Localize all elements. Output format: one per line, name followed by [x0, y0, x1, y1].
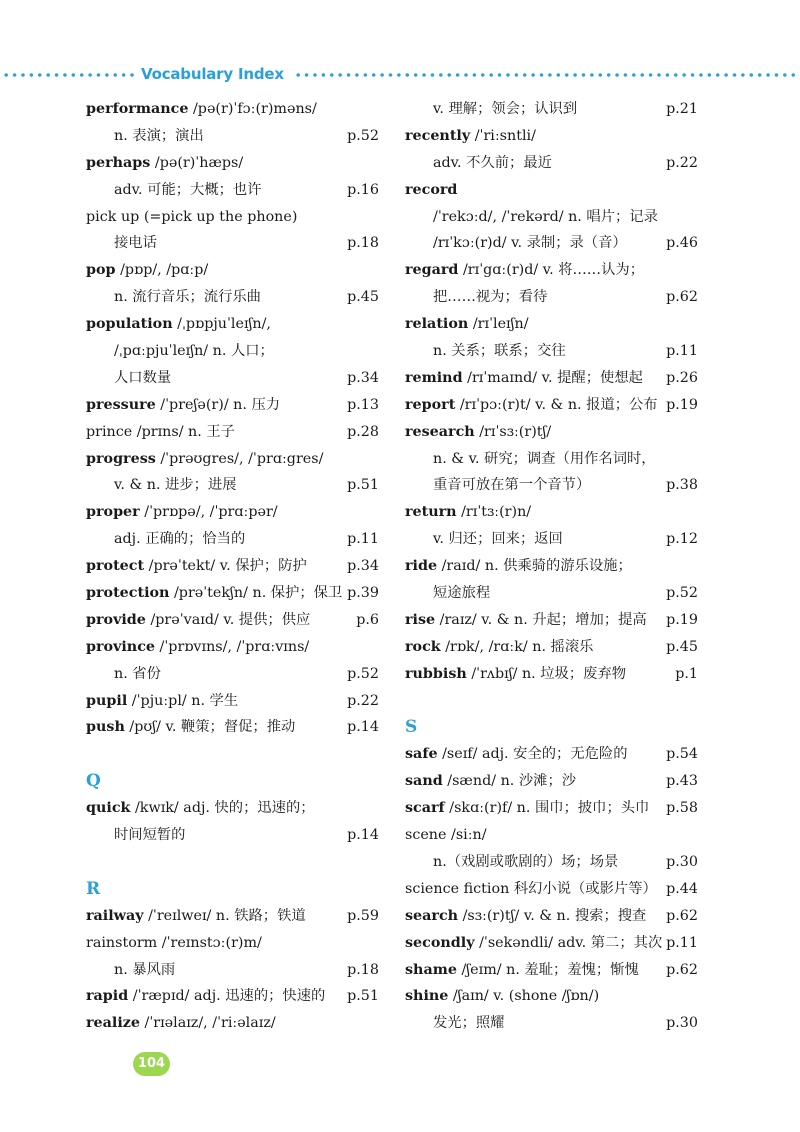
- page-reference: p.22: [664, 150, 698, 177]
- entry-text: /ˈsekəndli/ adv. 第二；其次: [474, 934, 663, 951]
- entry-text: n.（戏剧或歌剧的）场；场景: [433, 853, 619, 870]
- entry-line: [405, 741, 698, 768]
- entry-text: /skɑː(r)f/ n. 围巾；披巾；头巾: [444, 800, 650, 817]
- headword: pressure: [86, 396, 156, 413]
- entry-text: /rɪˈleɪʃn/: [468, 316, 529, 333]
- headword: progress: [86, 450, 156, 467]
- entry-line: [405, 123, 698, 150]
- entry-text: 发光；照耀: [433, 1015, 505, 1032]
- entry-line: [405, 365, 698, 392]
- page-reference: p.28: [345, 419, 379, 446]
- entry-text: /rɪˈkɔː(r)d/ v. 录制；录（音）: [433, 235, 627, 252]
- entry-text: /ˈpjuːpl/ n. 学生: [127, 692, 239, 709]
- page-reference: p.11: [664, 338, 698, 365]
- entry-text: prince /prɪns/ n. 王子: [86, 423, 235, 440]
- headword: regard: [405, 262, 459, 279]
- entry-text: n. 表演；演出: [114, 127, 204, 144]
- page-reference: p.19: [664, 607, 698, 634]
- entry-text: n. 省份: [114, 665, 161, 682]
- page-reference: p.14: [345, 714, 379, 741]
- entry-continuation: [405, 204, 698, 231]
- headword: scarf: [405, 800, 445, 817]
- entry-line: [86, 150, 379, 177]
- entry-line: [86, 419, 379, 446]
- headword: rapid: [86, 988, 129, 1005]
- entry-text: /ʃaɪn/ v. (shone /ʃɒn/): [448, 988, 600, 1005]
- entry-text: adj. 正确的；恰当的: [114, 531, 246, 548]
- headword: province: [86, 638, 155, 655]
- entry-continuation: [405, 580, 698, 607]
- entry-line: [405, 257, 698, 284]
- entry-continuation: [86, 177, 379, 204]
- entry-continuation: [405, 526, 698, 553]
- section-letter-text: R: [86, 878, 101, 899]
- entry-text: /kwɪk/ adj. 快的；迅速的；: [130, 800, 315, 817]
- page-reference: p.58: [664, 795, 698, 822]
- entry-text: /rɪˈgɑː(r)d/ v. 将……认为；: [458, 262, 644, 279]
- entry-text: /ˈpreʃə(r)/ n. 压力: [155, 396, 281, 413]
- entry-text: /ˈrekɔːd/, /ˈrekərd/ n. 唱片；记录: [433, 208, 658, 225]
- entry-line: [86, 553, 379, 580]
- entry-text: /rɪˈsɜː(r)tʃ/: [474, 423, 552, 440]
- entry-text: /prəˈtekt/ v. 保护；防护: [144, 558, 307, 575]
- entry-line: [405, 177, 698, 204]
- headword: report: [405, 396, 456, 413]
- page-reference: p.6: [354, 607, 379, 634]
- entry-continuation: [86, 957, 379, 984]
- page-reference: p.59: [345, 903, 379, 930]
- right-column: [405, 96, 698, 1037]
- section-letter: [405, 714, 698, 741]
- entry-continuation: [86, 284, 379, 311]
- entry-line: [405, 822, 698, 849]
- page-reference: p.18: [345, 957, 379, 984]
- entry-line: [86, 741, 379, 768]
- headword: shine: [405, 988, 449, 1005]
- page-header: [0, 62, 800, 86]
- entry-text: /raɪz/ v. & n. 升起；增加；提高: [435, 611, 647, 628]
- entry-text: v. & n. 进步；进展: [114, 477, 237, 494]
- headword: realize: [86, 1015, 140, 1032]
- headword: provide: [86, 611, 146, 628]
- entry-continuation: [405, 472, 698, 499]
- entry-continuation: [86, 472, 379, 499]
- entry-line: [405, 688, 698, 715]
- entry-text: 把……视为；看待: [433, 289, 548, 306]
- entry-line: [86, 607, 379, 634]
- page-reference: p.14: [345, 822, 379, 849]
- entry-text: /ˈprəʊgres/, /ˈprɑːgres/: [155, 450, 324, 467]
- page-reference: p.1: [673, 661, 698, 688]
- entry-text: 人口数量: [114, 369, 172, 386]
- entry-line: [405, 876, 698, 903]
- entry-text: /ˈriːsntli/: [470, 127, 536, 144]
- headword: record: [405, 181, 458, 198]
- entry-line: [86, 903, 379, 930]
- entry-continuation: [86, 123, 379, 150]
- left-column: [86, 96, 379, 1037]
- entry-text: /pə(r)ˈhæps/: [150, 154, 244, 171]
- entry-line: [405, 983, 698, 1010]
- entry-text: /ˈprɒvɪns/, /ˈprɑːvɪns/: [155, 638, 310, 655]
- headword: performance: [86, 101, 189, 117]
- page-reference: p.16: [345, 177, 379, 204]
- entry-text: pick up (=pick up the phone): [86, 208, 298, 225]
- headword: quick: [86, 800, 131, 817]
- page-reference: p.22: [345, 688, 379, 715]
- entry-line: [86, 311, 379, 338]
- section-letter-text: Q: [86, 771, 101, 792]
- entry-continuation: [86, 230, 379, 257]
- entry-continuation: [86, 822, 379, 849]
- headword: push: [86, 719, 125, 736]
- entry-text: 时间短暂的: [114, 827, 186, 844]
- entry-text: v. 理解；领会；认识到: [433, 101, 578, 117]
- entry-text: n. 关系；联系；交往: [433, 343, 566, 360]
- entry-line: [405, 634, 698, 661]
- page-reference: p.21: [664, 96, 698, 123]
- entry-line: [405, 768, 698, 795]
- header-title: Vocabulary Index: [141, 65, 284, 83]
- headword: perhaps: [86, 154, 151, 171]
- entry-text: adv. 不久前；最近: [433, 154, 552, 171]
- entry-text: /ˈrʌbɪʃ/ n. 垃圾；废弃物: [466, 665, 627, 682]
- entry-text: /ˌpɒpjuˈleɪʃn/,: [172, 316, 271, 333]
- entry-line: [405, 661, 698, 688]
- headword: safe: [405, 746, 438, 763]
- entry-line: [86, 634, 379, 661]
- entry-line: [86, 1010, 379, 1037]
- dotted-rule-right: [294, 73, 798, 77]
- entry-text: n. 暴风雨: [114, 961, 176, 978]
- headword: ride: [405, 558, 438, 575]
- page-reference: p.39: [345, 580, 379, 607]
- page-reference: p.54: [664, 741, 698, 768]
- entry-continuation: [86, 338, 379, 365]
- entry-text: v. 归还；回来；返回: [433, 531, 563, 548]
- entry-text: /seɪf/ adj. 安全的；无危险的: [437, 746, 628, 763]
- entry-continuation: [405, 446, 698, 473]
- section-letter-text: S: [405, 717, 418, 738]
- headword: secondly: [405, 934, 475, 951]
- entry-text: science fiction 科幻小说（或影片等）: [405, 880, 657, 897]
- headword: recently: [405, 127, 471, 144]
- headword: rubbish: [405, 665, 467, 682]
- page-reference: p.43: [664, 768, 698, 795]
- entry-text: /pɒp/, /pɑːp/: [115, 262, 209, 279]
- entry-text: /pə(r)ˈfɔː(r)məns/: [188, 101, 317, 117]
- page-reference: p.52: [345, 123, 379, 150]
- headword: research: [405, 423, 475, 440]
- entry-line: [86, 688, 379, 715]
- page-reference: p.19: [664, 392, 698, 419]
- page-reference: p.62: [664, 903, 698, 930]
- entry-continuation: [86, 365, 379, 392]
- page-reference: p.34: [345, 553, 379, 580]
- entry-text: /ʃeɪm/ n. 羞耻；羞愧；惭愧: [456, 961, 639, 978]
- headword: rock: [405, 638, 441, 655]
- entry-line: [405, 930, 698, 957]
- entry-line: [86, 392, 379, 419]
- headword: return: [405, 504, 457, 521]
- entry-text: /sɜː(r)tʃ/ v. & n. 搜索；搜查: [458, 907, 647, 924]
- entry-line: [405, 499, 698, 526]
- entry-line: [86, 96, 379, 123]
- entry-line: [86, 446, 379, 473]
- page-reference: p.51: [345, 983, 379, 1010]
- entry-text: /ˈræpɪd/ adj. 迅速的；快速的: [128, 988, 326, 1005]
- entry-text: /ˈrɪəlaɪz/, /ˈriːəlaɪz/: [139, 1015, 276, 1032]
- entry-continuation: [86, 526, 379, 553]
- entry-line: [86, 499, 379, 526]
- headword: population: [86, 316, 173, 333]
- entry-text: /rɪˈmaɪnd/ v. 提醒；使想起: [462, 369, 643, 386]
- dotted-rule-left: [2, 73, 136, 77]
- entry-continuation: [405, 150, 698, 177]
- entry-line: [86, 257, 379, 284]
- entry-text: /prəˈvaɪd/ v. 提供；供应: [145, 611, 311, 628]
- entry-line: [86, 849, 379, 876]
- entry-continuation: [86, 661, 379, 688]
- entry-text: adv. 可能；大概；也许: [114, 181, 262, 198]
- entry-text: 接电话: [114, 235, 157, 252]
- headword: sand: [405, 773, 443, 790]
- entry-text: 短途旅程: [433, 585, 491, 602]
- entry-text: /prəˈtekʃn/ n. 保护；保卫: [169, 585, 343, 602]
- page-reference: p.13: [345, 392, 379, 419]
- entry-text: /pʊʃ/ v. 鞭策；督促；推动: [124, 719, 296, 736]
- entry-continuation: [405, 284, 698, 311]
- headword: pupil: [86, 692, 128, 709]
- headword: rise: [405, 611, 436, 628]
- entry-text: /ˈprɒpə/, /ˈprɑːpər/: [139, 504, 278, 521]
- page-reference: p.51: [345, 472, 379, 499]
- headword: protection: [86, 585, 170, 602]
- entry-text: /rɒk/, /rɑːk/ n. 摇滚乐: [440, 638, 594, 655]
- entry-text: 重音可放在第一个音节）: [433, 477, 591, 494]
- entry-line: [86, 714, 379, 741]
- page-reference: p.62: [664, 957, 698, 984]
- entry-line: [86, 204, 379, 231]
- entry-line: [405, 903, 698, 930]
- page-reference: p.44: [664, 876, 698, 903]
- entry-continuation: [405, 1010, 698, 1037]
- entry-text: /rɪˈtɜː(r)n/: [456, 504, 532, 521]
- headword: remind: [405, 369, 463, 386]
- entry-continuation: [405, 338, 698, 365]
- entry-text: /ˌpɑːpjuˈleɪʃn/ n. 人口；: [114, 343, 274, 360]
- entry-text: /ˈreɪlweɪ/ n. 铁路；铁道: [143, 907, 306, 924]
- headword: pop: [86, 262, 116, 279]
- headword: shame: [405, 961, 457, 978]
- entry-line: [405, 795, 698, 822]
- entry-text: n. & v. 研究；调查（用作名词时，: [433, 450, 656, 467]
- entry-line: [405, 553, 698, 580]
- entry-line: [405, 311, 698, 338]
- page-reference: p.11: [664, 930, 698, 957]
- entry-continuation: [405, 230, 698, 257]
- page-reference: p.45: [345, 284, 379, 311]
- page-reference: p.46: [664, 230, 698, 257]
- entry-text: n. 流行音乐；流行乐曲: [114, 289, 261, 306]
- headword: search: [405, 907, 459, 924]
- entry-text: scene /siːn/: [405, 827, 487, 844]
- page-reference: p.30: [664, 1010, 698, 1037]
- section-letter: [86, 768, 379, 795]
- page-reference: p.52: [345, 661, 379, 688]
- headword: railway: [86, 907, 144, 924]
- headword: protect: [86, 558, 145, 575]
- page-reference: p.62: [664, 284, 698, 311]
- page-reference: p.18: [345, 230, 379, 257]
- page-reference: p.34: [345, 365, 379, 392]
- entry-line: [405, 392, 698, 419]
- headword: proper: [86, 504, 140, 521]
- entry-line: [86, 930, 379, 957]
- page-reference: p.52: [664, 580, 698, 607]
- entry-line: [405, 419, 698, 446]
- page-reference: p.45: [664, 634, 698, 661]
- entry-line: [86, 580, 379, 607]
- entry-line: [86, 795, 379, 822]
- headword: relation: [405, 316, 469, 333]
- page-reference: p.12: [664, 526, 698, 553]
- entry-text: rainstorm /ˈreɪnstɔː(r)m/: [86, 934, 262, 951]
- entry-text: /rɪˈpɔː(r)t/ v. & n. 报道；公布: [455, 396, 658, 413]
- page-reference: p.30: [664, 849, 698, 876]
- entry-text: /sænd/ n. 沙滩；沙: [442, 773, 577, 790]
- section-letter: [86, 876, 379, 903]
- entry-text: /raɪd/ n. 供乘骑的游乐设施；: [437, 558, 632, 575]
- page-reference: p.38: [664, 472, 698, 499]
- page-number: 104: [133, 1052, 170, 1076]
- entry-line: [405, 957, 698, 984]
- entry-continuation: [405, 849, 698, 876]
- page-reference: p.11: [345, 526, 379, 553]
- entry-continuation: [405, 96, 698, 123]
- page-reference: p.26: [664, 365, 698, 392]
- entry-line: [405, 607, 698, 634]
- entry-line: [86, 983, 379, 1010]
